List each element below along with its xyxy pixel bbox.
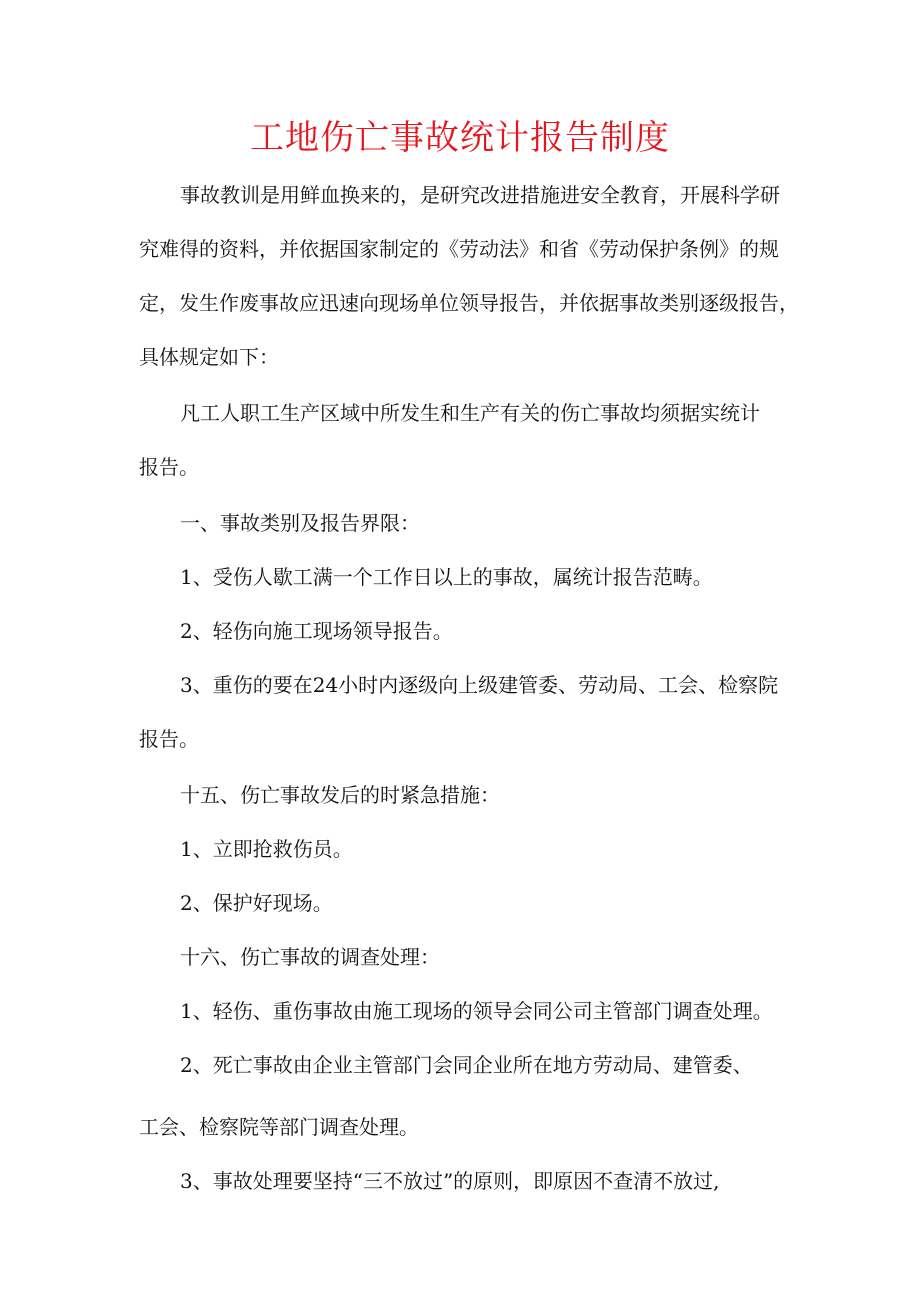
- list-item: 3、事故处理要坚持“三不放过”的原则，即原因不查清不放过,: [180, 1169, 720, 1193]
- list-item: 2、死亡事故由企业主管部门会同企业所在地方劳动局、建管委、: [180, 1053, 753, 1077]
- list-item: 2、轻伤向施工现场领导报告。: [180, 619, 453, 643]
- list-item: 1、受伤人歇工满一个工作日以上的事故，属统计报告范畴。: [180, 565, 713, 589]
- list-item-continuation: 报告。: [139, 727, 199, 751]
- paragraph-line: 事故教训是用鲜血换来的，是研究改进措施进安全教育，开展科学研: [180, 183, 780, 207]
- list-item: 1、立即抢救伤员。: [180, 837, 353, 861]
- section-heading: 一、事故类别及报告界限：: [180, 511, 420, 535]
- list-item-continuation: 工会、检察院等部门调查处理。: [139, 1115, 419, 1139]
- paragraph-line: 具体规定如下：: [139, 345, 279, 369]
- paragraph-line: 报告。: [139, 455, 199, 479]
- list-item: 3、重伤的要在24小时内逐级向上级建管委、劳动局、工会、检察院: [180, 673, 779, 697]
- list-item: 2、保护好现场。: [180, 891, 333, 915]
- paragraph-line: 凡工人职工生产区域中所发生和生产有关的伤亡事故均须据实统计: [180, 401, 760, 425]
- paragraph-line: 究难得的资料，并依据国家制定的《劳动法》和省《劳动保护条例》的规: [139, 237, 779, 261]
- list-item: 1、轻伤、重伤事故由施工现场的领导会同公司主管部门调查处理。: [180, 999, 773, 1023]
- section-heading: 十六、伤亡事故的调查处理：: [180, 945, 440, 969]
- document-title: 工地伤亡事故统计报告制度: [250, 118, 670, 158]
- paragraph-line: 定，发生作废事故应迅速向现场单位领导报告，并依据事故类别逐级报告，: [139, 291, 799, 315]
- section-heading: 十五、伤亡事故发后的时紧急措施：: [180, 783, 500, 807]
